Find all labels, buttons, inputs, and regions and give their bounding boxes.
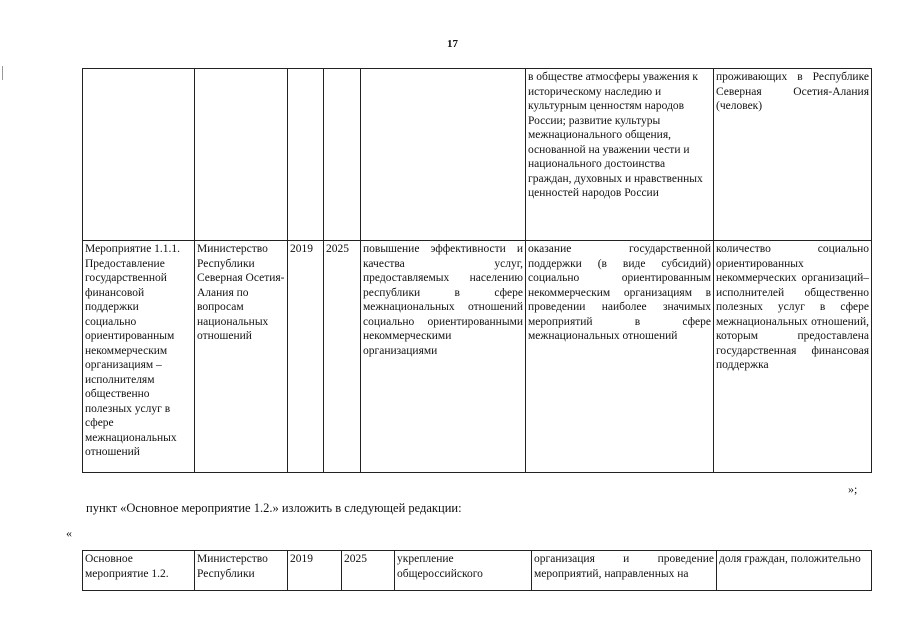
- end-year-cell: 2025: [324, 241, 361, 473]
- closing-quote: »;: [848, 482, 858, 496]
- start-year-cell: 2019: [288, 551, 342, 591]
- executor-cell: Министерство Республики: [195, 551, 288, 591]
- end-year-cell: 2025: [342, 551, 395, 591]
- table-cell: [83, 69, 195, 241]
- table-cell: проживающих в Республике Северная Осетия-Алания (человек): [714, 69, 872, 241]
- result-cell: повышение эффективности и качества услуг, предоставляемых населению республики в сфере межнациональных отношений социально ориентированными некоммерческими организациями: [361, 241, 526, 473]
- result-cell: укрепление общероссийского: [395, 551, 532, 591]
- content-cell: организация и проведение мероприятий, направленных на: [532, 551, 717, 591]
- table-cell: [324, 69, 361, 241]
- start-year-cell: 2019: [288, 241, 324, 473]
- program-table-continued: [82, 68, 872, 473]
- page-number: 17: [447, 38, 458, 50]
- indicator-cell: доля граждан, положительно: [717, 551, 872, 591]
- table-cell: [288, 69, 324, 241]
- program-table-new: [82, 550, 872, 591]
- event-name-cell: Основное мероприятие 1.2.: [83, 551, 195, 591]
- scan-edge-mark: [2, 66, 6, 80]
- opening-quote: «: [66, 526, 72, 540]
- table-row: [83, 551, 872, 591]
- executor-cell: Министерство Республики Северная Осетия-Алания по вопросам национальных отношений: [195, 241, 288, 473]
- content-cell: оказание государственной поддержки (в виде субсидий) социально ориентированным некоммерческим организациям в проведении наиболее значимых мероприятий в сфере межнациональных отношений: [526, 241, 714, 473]
- instruction-text: пункт «Основное мероприятие 1.2.» изложить в следующей редакции:: [86, 501, 462, 515]
- event-name-cell: Мероприятие 1.1.1. Предоставление государственной финансовой поддержки социально ориентированным некоммерческим организациям – исполнителям общественно полезных услуг в сфере межнациональных отношений: [83, 241, 195, 473]
- indicator-cell: количество социально ориентированных некоммерческих организаций– исполнителей общественно полезных услуг в сфере межнациональных отношений, которым предоставлена государственная финансовая поддержка: [714, 241, 872, 473]
- table-cell: в обществе атмосферы уважения к историческому наследию и культурным ценностям народов России; развитие культуры межнационального общения, основанной на уважении чести и национального достоинства граждан, духовных и нравственных ценностей народов России: [526, 69, 714, 241]
- table-row: [83, 241, 872, 473]
- table-cell: [195, 69, 288, 241]
- table-cell: [361, 69, 526, 241]
- table-row: [83, 69, 872, 241]
